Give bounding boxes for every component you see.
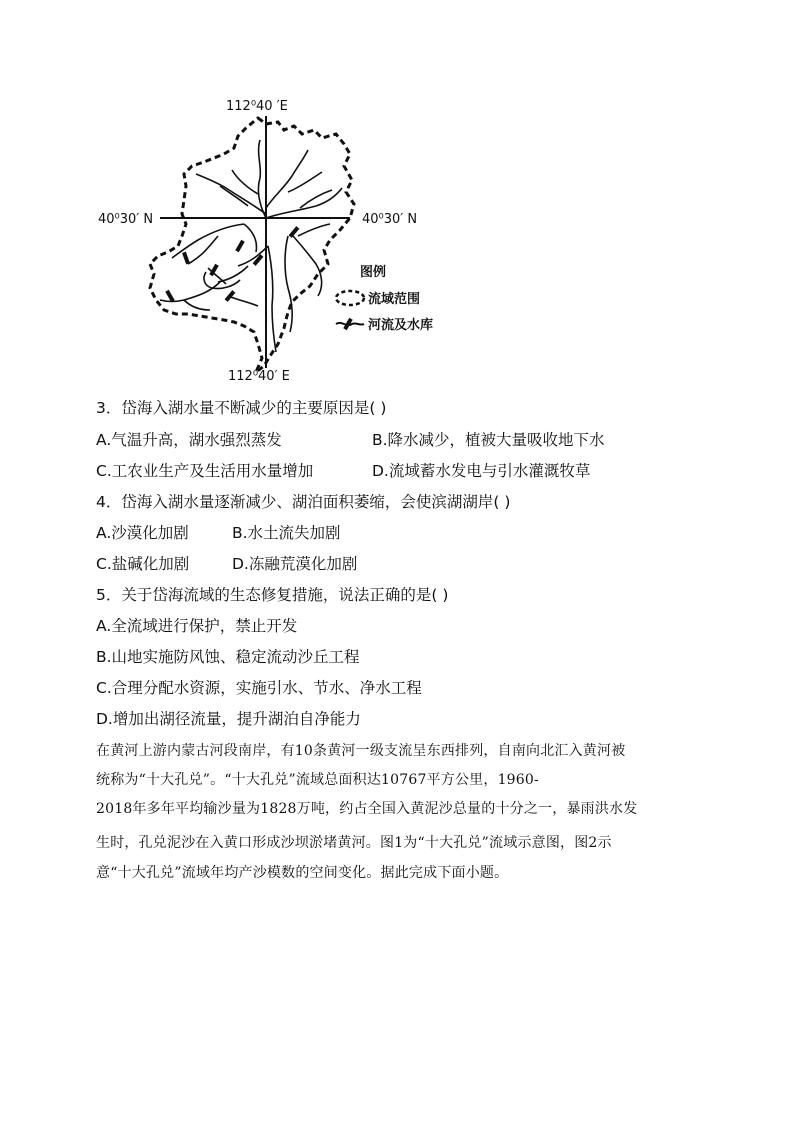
legend-river-label: 河流及水库 <box>368 318 434 333</box>
legend-basin-label: 流域范围 <box>368 292 421 307</box>
river-network <box>160 140 342 352</box>
question-3-option-a: A.气温升高，湖水强烈蒸发 <box>96 431 282 449</box>
passage-line: 生时，孔兑泥沙在入黄口形成沙坝淤堵黄河。图1为“十大孔兑”流域示意图，图2示 <box>96 835 612 851</box>
lat-label-left: 40⁰30′ N <box>98 212 154 227</box>
question-4-option-b: B.水土流失加剧 <box>232 524 341 542</box>
question-3-option-b: B.降水减少，植被大量吸收地下水 <box>372 431 605 449</box>
question-5-option-d: D.增加出湖径流量，提升湖泊自净能力 <box>96 710 361 728</box>
question-5-option-a: A.全流域进行保护，禁止开发 <box>96 617 298 635</box>
lon-label-top: 112⁰40 ′E <box>226 99 288 114</box>
question-5-option-c: C.合理分配水资源，实施引水、节水、净水工程 <box>96 679 422 697</box>
passage-line: 在黄河上游内蒙古河段南岸，有10条黄河一级支流呈东西排列，自南向北汇入黄河被 <box>96 743 626 759</box>
legend-title: 图例 <box>360 265 387 280</box>
question-5-stem: 5．关于岱海流域的生态修复措施，说法正确的是( ) <box>96 586 449 604</box>
question-4-option-c: C.盐碱化加剧 <box>96 555 190 573</box>
legend-basin-symbol <box>336 291 364 305</box>
lat-label-right: 40⁰30′ N <box>362 212 418 227</box>
question-4-option-a: A.沙漠化加剧 <box>96 524 189 542</box>
passage-line: 统称为“十大孔兑”。“十大孔兑”流域总面积达10767平方公里，1960- <box>96 772 539 788</box>
passage-line: 意“十大孔兑”流域年均产沙模数的空间变化。据此完成下面小题。 <box>96 865 509 881</box>
question-3-option-d: D.流域蓄水发电与引水灌溉牧草 <box>372 462 591 480</box>
question-3-stem: 3．岱海入湖水量不断减少的主要原因是( ) <box>96 399 387 417</box>
basin-boundary <box>150 118 354 372</box>
passage-line: 2018年多年平均输沙量为1828万吨，约占全国入黄泥沙总量的十分之一，暴雨洪水发 <box>96 801 638 817</box>
reservoir-markers <box>165 226 299 302</box>
question-4-option-d: D.冻融荒漠化加剧 <box>232 555 358 573</box>
question-3-option-c: C.工农业生产及生活用水量增加 <box>96 462 314 480</box>
basin-map-figure <box>88 96 448 386</box>
question-5-option-b: B.山地实施防风蚀、稳定流动沙丘工程 <box>96 648 360 666</box>
lon-label-bottom: 112⁰40′ E <box>228 369 290 384</box>
question-4-stem: 4．岱海入湖水量逐渐减少、湖泊面积萎缩，会使滨湖湖岸( ) <box>96 493 511 511</box>
